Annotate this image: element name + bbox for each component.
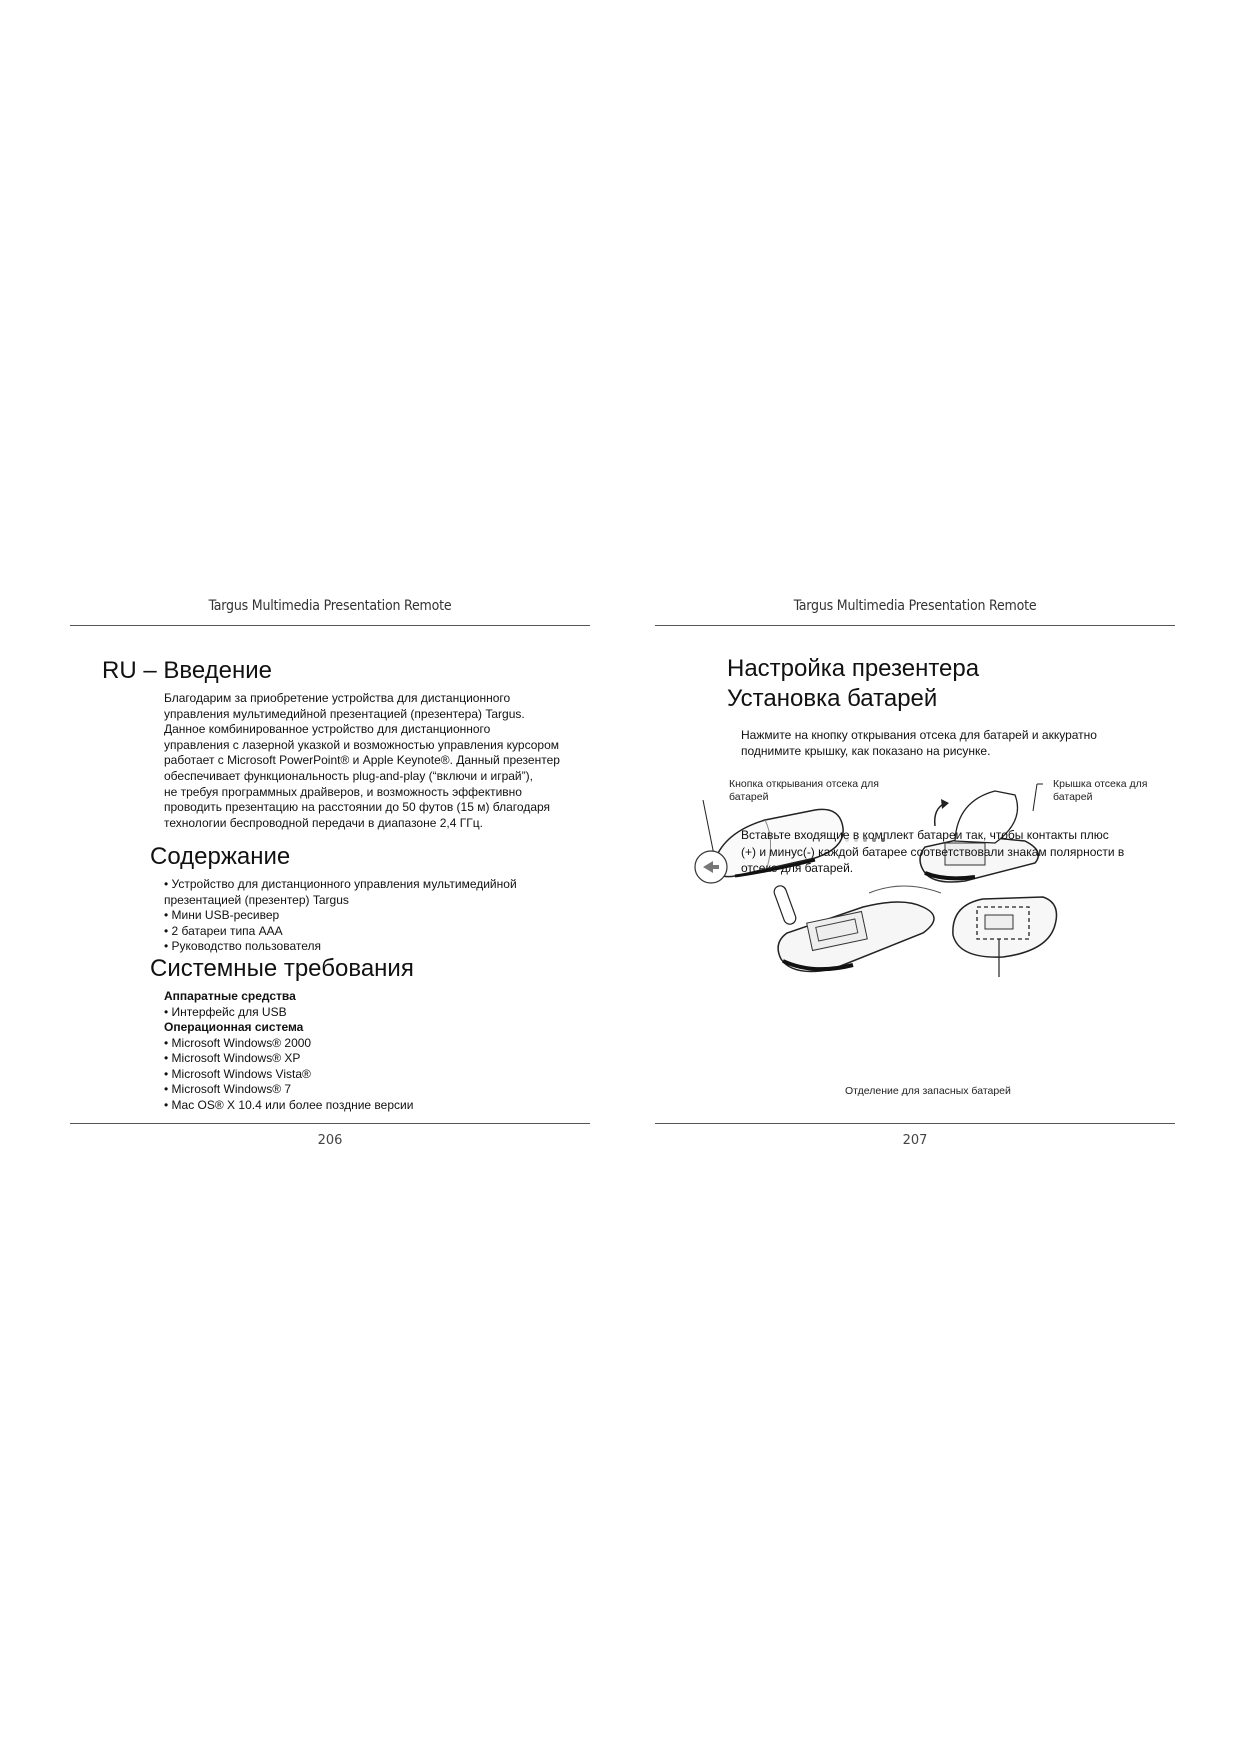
label-battery-cover: Крышка отсека для батарей (1053, 778, 1148, 803)
battery-title: Установка батарей (727, 685, 938, 712)
step2-text (741, 827, 1171, 877)
contents-title: Содержание (150, 843, 291, 870)
page-number-right: 207 (902, 1133, 928, 1148)
intro-line: управления мультимедийной презентацией (презентера) Targus. (164, 706, 525, 721)
contents-item: • 2 батареи типа AAA (164, 923, 283, 938)
step2-line: (+) и минус(-) каждой батарее соответствовали знакам полярности в (741, 844, 1125, 859)
requirements-list (164, 989, 584, 1113)
intro-line: проводить презентацию на расстоянии до 50 футов (15 м) благодаря (164, 800, 551, 815)
contents-list (164, 877, 584, 955)
footer-rule-right (655, 1123, 1175, 1124)
hardware-item: • Интерфейс для USB (164, 1004, 287, 1019)
running-head-right: Targus Multimedia Presentation Remote (793, 598, 1037, 614)
os-item: • Microsoft Windows® 7 (164, 1082, 292, 1096)
intro-line: не требуя программных драйверов, и возможность эффективно (164, 784, 522, 799)
os-heading: Операционная система (164, 1020, 304, 1034)
step1-text (741, 728, 1161, 759)
right-page (655, 585, 1175, 1155)
running-head-left: Targus Multimedia Presentation Remote (208, 598, 452, 614)
left-page (70, 585, 590, 1155)
os-item: • Mac OS® X 10.4 или более поздние версии (164, 1097, 414, 1112)
intro-line: Благодарим за приобретение устройства для дистанционного (164, 691, 511, 705)
label-battery-button: Кнопка открывания отсека для батарей (729, 778, 879, 803)
footer-rule-left (70, 1123, 590, 1124)
step1-line: поднимите крышку, как показано на рисунке. (741, 743, 991, 758)
intro-line: управления с лазерной указкой и возможностью управления курсором (164, 737, 559, 752)
page-number-left: 206 (317, 1133, 343, 1148)
intro-line: работает с Microsoft PowerPoint® и Apple Keynote®. Данный презентер (164, 753, 560, 768)
intro-line: обеспечивает функциональность plug-and-play (“включи и играй”), (164, 768, 533, 783)
os-item: • Microsoft Windows® 2000 (164, 1035, 312, 1050)
intro-paragraph (164, 691, 576, 831)
os-item: • Microsoft Windows® XP (164, 1051, 301, 1065)
intro-title: RU – Введение (102, 657, 273, 684)
step1-line: Нажмите на кнопку открывания отсека для батарей и аккуратно (741, 728, 1097, 742)
header-rule-left (70, 625, 590, 626)
intro-line: Данное комбинированное устройство для дистанционного (164, 722, 491, 737)
spare-compartment-illustration (943, 885, 1063, 977)
contents-item: • Руководство пользователя (164, 939, 321, 953)
os-item: • Microsoft Windows Vista® (164, 1066, 311, 1081)
label-spare-compartment: Отделение для запасных батарей (845, 1085, 1011, 1097)
step2-line: Вставьте входящие в комплект батареи так, чтобы контакты плюс (741, 828, 1109, 842)
requirements-title: Системные требования (150, 955, 414, 982)
intro-line: технологии беспроводной передачи в диапазоне 2,4 ГГц. (164, 815, 483, 830)
contents-item: • Устройство для дистанционного управления мультимедийной (164, 877, 517, 891)
setup-title: Настройка презентера (727, 655, 980, 682)
contents-item: • Мини USB-ресивер (164, 908, 280, 922)
hardware-heading: Аппаратные средства (164, 989, 296, 1003)
contents-item: презентацией (презентер) Targus (164, 892, 349, 907)
step2-line: отсеке для батарей. (741, 861, 854, 875)
header-rule-right (655, 625, 1175, 626)
battery-insert-illustration (773, 877, 948, 977)
